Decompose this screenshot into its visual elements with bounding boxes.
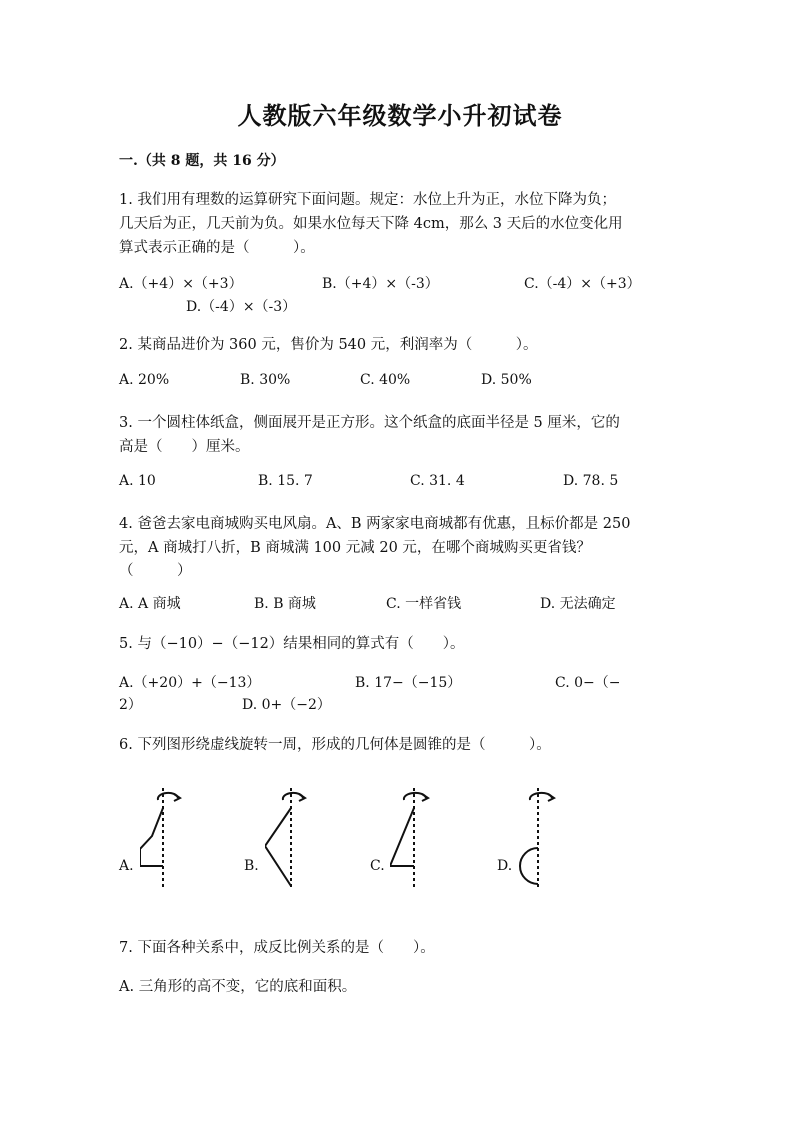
q4-line-1: 4. 爸爸去家电商城购买电风扇。A、B 两家家电商城都有优惠，且标价都是 250 <box>119 516 631 532</box>
q4-option-a[interactable]: A. A 商城 <box>119 596 181 612</box>
section-heading: 一.（共 8 题，共 16 分） <box>119 153 285 169</box>
q3-option-a[interactable]: A. 10 <box>119 473 156 489</box>
q5-option-b[interactable]: B. 17−（−15） <box>355 675 462 691</box>
q7-option-a[interactable]: A. 三角形的高不变，它的底和面积。 <box>119 979 357 995</box>
q1-option-d[interactable]: D.（-4）×（-3） <box>186 299 297 315</box>
q4-option-c[interactable]: C. 一样省钱 <box>386 596 462 612</box>
q3-line-2: 高是（ ）厘米。 <box>119 439 250 455</box>
q5-line-1: 5. 与（−10）−（−12）结果相同的算式有（ ）。 <box>119 636 465 652</box>
q3-option-c[interactable]: C. 31. 4 <box>410 473 465 489</box>
q1-option-b[interactable]: B.（+4）×（-3） <box>322 276 439 292</box>
q6-figure-d[interactable] <box>514 786 562 890</box>
q1-line-2: 几天后为正，几天前为负。如果水位每天下降 4cm，那么 3 天后的水位变化用 <box>119 216 623 232</box>
q5-option-c-wrap: 2） <box>119 697 142 713</box>
q1-line-3: 算式表示正确的是（ ）。 <box>119 240 315 256</box>
q6-label-a[interactable]: A. <box>119 858 134 874</box>
q1-line-1: 1. 我们用有理数的运算研究下面问题。规定：水位上升为正，水位下降为负； <box>119 192 616 208</box>
q2-line-1: 2. 某商品进价为 360 元，售价为 540 元，利润率为（ ）。 <box>119 337 538 353</box>
q3-option-b[interactable]: B. 15. 7 <box>258 473 313 489</box>
q2-option-c[interactable]: C. 40% <box>360 372 411 388</box>
q3-option-d[interactable]: D. 78. 5 <box>563 473 619 489</box>
q6-figure-a[interactable] <box>140 786 188 890</box>
q1-option-a[interactable]: A.（+4）×（+3） <box>119 276 243 292</box>
q4-option-b[interactable]: B. B 商城 <box>254 596 316 612</box>
q6-line-1: 6. 下列图形绕虚线旋转一周，形成的几何体是圆锥的是（ ）。 <box>119 737 551 753</box>
q5-option-c[interactable]: C. 0−（− <box>555 675 621 691</box>
q4-line-3: （ ） <box>119 563 192 579</box>
q4-option-d[interactable]: D. 无法确定 <box>540 596 616 612</box>
q2-option-d[interactable]: D. 50% <box>481 372 532 388</box>
q6-label-d[interactable]: D. <box>497 858 513 874</box>
q5-option-d[interactable]: D. 0+（−2） <box>242 697 331 713</box>
q5-option-a[interactable]: A.（+20）+（−13） <box>119 675 261 691</box>
q2-option-a[interactable]: A. 20% <box>119 372 170 388</box>
q3-line-1: 3. 一个圆柱体纸盒，侧面展开是正方形。这个纸盒的底面半径是 5 厘米，它的 <box>119 415 620 431</box>
q6-figure-b[interactable] <box>265 786 313 890</box>
q6-figure-c[interactable] <box>390 786 438 890</box>
page-title: 人教版六年级数学小升初试卷 <box>237 101 563 130</box>
q7-line-1: 7. 下面各种关系中，成反比例关系的是（ ）。 <box>119 940 435 956</box>
q2-option-b[interactable]: B. 30% <box>240 372 291 388</box>
q4-line-2: 元，A 商城打八折，B 商城满 100 元减 20 元，在哪个商城购买更省钱？ <box>119 540 591 556</box>
q1-option-c[interactable]: C.（-4）×（+3） <box>524 276 641 292</box>
q6-label-b[interactable]: B. <box>244 858 259 874</box>
q6-label-c[interactable]: C. <box>370 858 385 874</box>
